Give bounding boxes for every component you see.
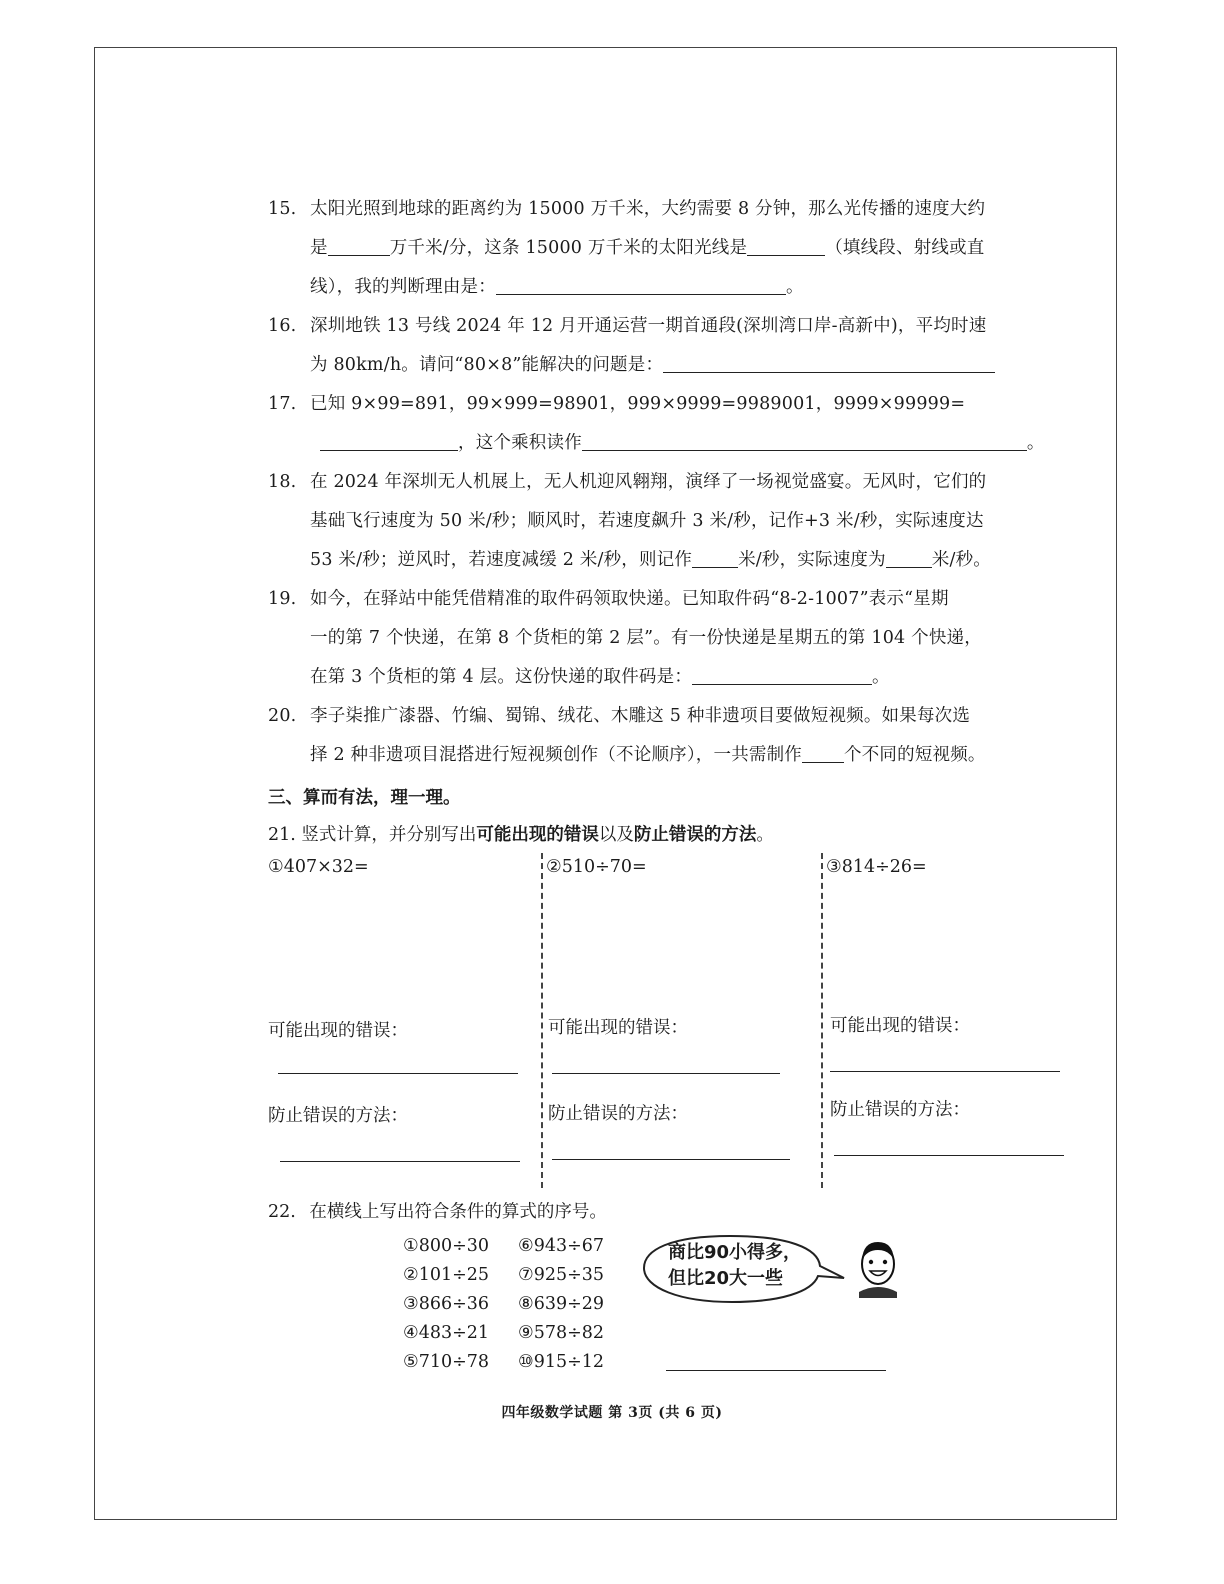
text-fragment: 择 2 种非遗项目混搭进行短视频创作（不论顺序），一共需制作 [310,745,803,765]
calc-expression: ②510÷70= [546,857,647,877]
error-label: 可能出现的错误： [548,1018,688,1038]
division-option: ②101÷25 [403,1265,490,1285]
text-fragment: 53 米/秒；逆风时，若速度减缓 2 米/秒，则记作 [310,550,693,570]
question-text: 已知 9×99=891，99×999=98901，999×9999=9989001，9999×99999= [310,394,966,414]
q22-answer-line[interactable] [666,1370,886,1371]
page-footer: 四年级数学试题 第 3页 (共 6 页) [501,1405,723,1421]
question-text: 一的第 7 个快递，在第 8 个货柜的第 2 层”。有一份快递是星期五的第 104 个快递， [310,628,982,648]
question-text [310,424,1068,463]
text-fragment: 。 [785,277,804,297]
division-option: ⑦925÷35 [518,1265,605,1285]
calc-expression: ①407×32= [268,857,369,877]
division-option: ⑨578÷82 [518,1323,605,1343]
question-number: 19. [268,589,297,609]
division-option: ①800÷30 [403,1236,490,1256]
answer-blank[interactable] [747,235,825,256]
question-text [310,268,1068,307]
q22-body [268,1230,1068,1380]
answer-blank[interactable] [692,664,872,685]
calculation-columns [268,853,1068,1188]
answer-blank[interactable] [663,352,995,373]
division-option: ④483÷21 [403,1323,490,1343]
method-label: 防止错误的方法： [268,1106,408,1126]
question-text [310,346,1068,385]
question-text: 李子柒推广漆器、竹编、蜀锦、绒花、木雕这 5 种非遗项目要做短视频。如果每次选 [310,706,971,726]
text-fragment: 线），我的判断理由是： [310,277,496,297]
error-answer-line[interactable] [830,1071,1060,1072]
text-fragment: 个不同的短视频。 [844,745,986,765]
question-16 [268,307,1068,385]
question-number: 18. [268,472,297,492]
question-18 [268,463,1068,580]
section-heading: 三、算而有法，理一理。 [268,788,461,808]
calc-expression: ③814÷26= [826,857,927,877]
question-number: 20. [268,706,297,726]
question-text: 太阳光照到地球的距离约为 15000 万千米，大约需要 8 分钟，那么光传播的速度大约 [310,199,986,219]
division-option: ③866÷36 [403,1294,490,1314]
text-fragment: 在第 3 个货柜的第 4 层。这份快递的取件码是： [310,667,693,687]
question-text: 深圳地铁 13 号线 2024 年 12 月开通运营一期首通段(深圳湾口岸-高新中)，平均时速 [310,316,987,336]
text-fragment: 万千米/分，这条 15000 万千米的太阳光线是 [389,238,748,258]
text-fragment: 。 [756,825,774,845]
text-fragment: 以及 [598,825,634,845]
dashed-divider [541,853,543,1188]
text-fragment: 。 [1026,433,1045,453]
error-answer-line[interactable] [278,1073,518,1074]
question-text: 在 2024 年深圳无人机展上，无人机迎风翱翔，演绎了一场视觉盛宴。无风时，它们的 [310,472,987,492]
text-fragment-bold: 可能出现的错误 [476,825,599,845]
division-option: ⑥943÷67 [518,1236,605,1256]
question-text [310,736,1068,775]
speech-bubble-text [668,1240,801,1292]
question-text [310,229,1068,268]
text-fragment: （填线段、射线或直 [825,238,985,258]
method-label: 防止错误的方法： [830,1100,970,1120]
dashed-divider [821,853,823,1188]
calc-column-2 [546,853,816,1188]
method-answer-line[interactable] [834,1155,1064,1156]
question-text [310,658,1068,697]
question-text: 如今，在驿站中能凭借精准的取件码领取快递。已知取件码“8-2-1007”表示“星期 [310,589,949,609]
text-fragment: 是 [310,238,328,258]
answer-blank[interactable] [496,274,786,295]
question-number: 22. [268,1202,296,1222]
text-fragment-bold: 防止错误的方法 [633,825,757,845]
answer-blank[interactable] [328,235,390,256]
text-fragment: 竖式计算，并分别写出 [301,825,477,845]
calc-column-3 [826,853,1076,1188]
question-text [310,541,1068,580]
method-label: 防止错误的方法： [548,1104,688,1124]
calc-column-1 [268,853,538,1188]
boy-avatar-icon [855,1238,901,1298]
question-21 [268,817,1068,853]
answer-blank[interactable] [692,547,738,568]
answer-blank[interactable] [320,430,458,451]
text-fragment: 为 80km/h。请问“80×8”能解决的问题是： [310,355,664,375]
question-19 [268,580,1068,697]
question-20 [268,697,1068,775]
answer-blank[interactable] [802,742,844,763]
method-answer-line[interactable] [280,1161,520,1162]
text-fragment: 米/秒。 [931,550,991,570]
division-option: ⑩915÷12 [518,1352,605,1372]
method-answer-line[interactable] [552,1159,790,1160]
question-text: 基础飞行速度为 50 米/秒；顺风时，若速度飙升 3 米/秒，记作+3 米/秒，实际速度达 [310,511,984,531]
error-label: 可能出现的错误： [268,1021,408,1041]
division-option: ⑤710÷78 [403,1352,490,1372]
division-option: ⑧639÷29 [518,1294,605,1314]
question-15 [268,190,1068,307]
text-fragment: ，这个乘积读作 [458,433,582,453]
question-number: 15. [268,199,297,219]
question-number: 16. [268,316,297,336]
text-fragment: 米/秒，实际速度为 [738,550,886,570]
error-answer-line[interactable] [552,1073,780,1074]
answer-blank[interactable] [886,547,932,568]
answer-blank[interactable] [582,430,1027,451]
question-text: 在横线上写出符合条件的算式的序号。 [309,1202,607,1222]
speech-line: 但比20大一些 [668,1268,784,1289]
question-number: 17. [268,394,297,414]
error-label: 可能出现的错误： [830,1016,970,1036]
text-fragment: 。 [872,667,890,687]
exam-content [268,190,1068,1380]
question-17 [268,385,1068,463]
question-22 [268,1194,1068,1230]
question-number: 21. [268,825,296,845]
speech-line: 商比90小得多， [668,1242,802,1263]
